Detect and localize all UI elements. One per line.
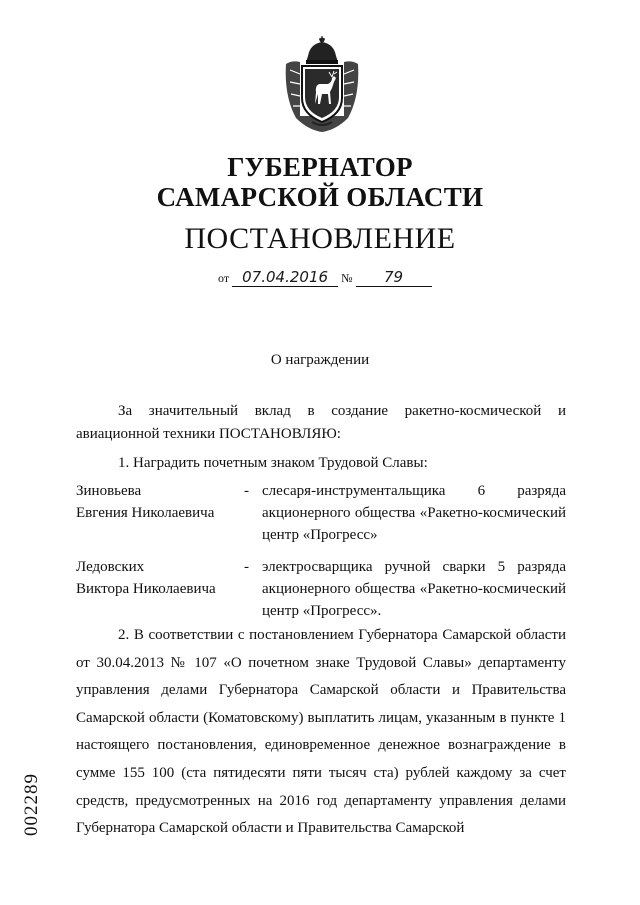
number-label: № [341,271,353,285]
item-1-paragraph: 1. Наградить почетным знаком Трудовой Славы: [118,455,428,471]
awardee-dash: - [244,559,249,575]
title-governor: ГУБЕРНАТОР [227,152,413,182]
title-region: САМАРСКОЙ ОБЛАСТИ [156,182,484,212]
handwritten-number: 79 [356,268,432,287]
handwritten-date: 07.04.2016 [232,268,338,287]
margin-serial-number: 002289 [21,773,42,836]
awardee-surname: Зиновьева [76,483,142,499]
awardee-surname: Ледовских [76,559,145,575]
awardee-description: слесаря-инструментальщика 6 разряда акционерного общества «Ракетно-космический центр «Прогресс» [262,483,566,543]
document-type: ПОСТАНОВЛЕНИЕ [184,222,456,255]
document-subject: О награждении [270,352,370,368]
awardee-name [76,556,246,600]
date-line [218,268,432,287]
intro-paragraph: За значительный вклад в создание ракетно-космической и авиационной техники ПОСТАНОВЛЯЮ: [76,403,566,442]
awardee-given-name: Виктора Николаевича [76,581,216,597]
awardee-dash: - [244,483,249,499]
awardee-description: электросварщика ручной сварки 5 разряда акционерного общества «Ракетно-космический центр «Прогресс». [262,559,566,619]
item-2-paragraph: 2. В соответствии с постановлением Губернатора Самарской области от 30.04.2013 № 107 «О почетном знаке Трудовой Славы» департаменту управления делами Губернатора Самарской области и Правительства Самарской области (Коматовскому) выплатить лицам, указанным в пункте 1 настоящего постановления, единовременное денежное вознаграждение в сумме 155 100 (ста пятидесяти пяти тысяч ста) рублей каждому за счет средств, предусмотренных на 2016 год департаменту управления делами Губернатора Самарской области и Правительства Самарской [76,627,566,837]
from-label: от [218,271,230,285]
samara-coat-of-arms-icon [282,36,362,134]
awardee-name [76,480,246,524]
awardee-given-name: Евгения Николаевича [76,505,215,521]
